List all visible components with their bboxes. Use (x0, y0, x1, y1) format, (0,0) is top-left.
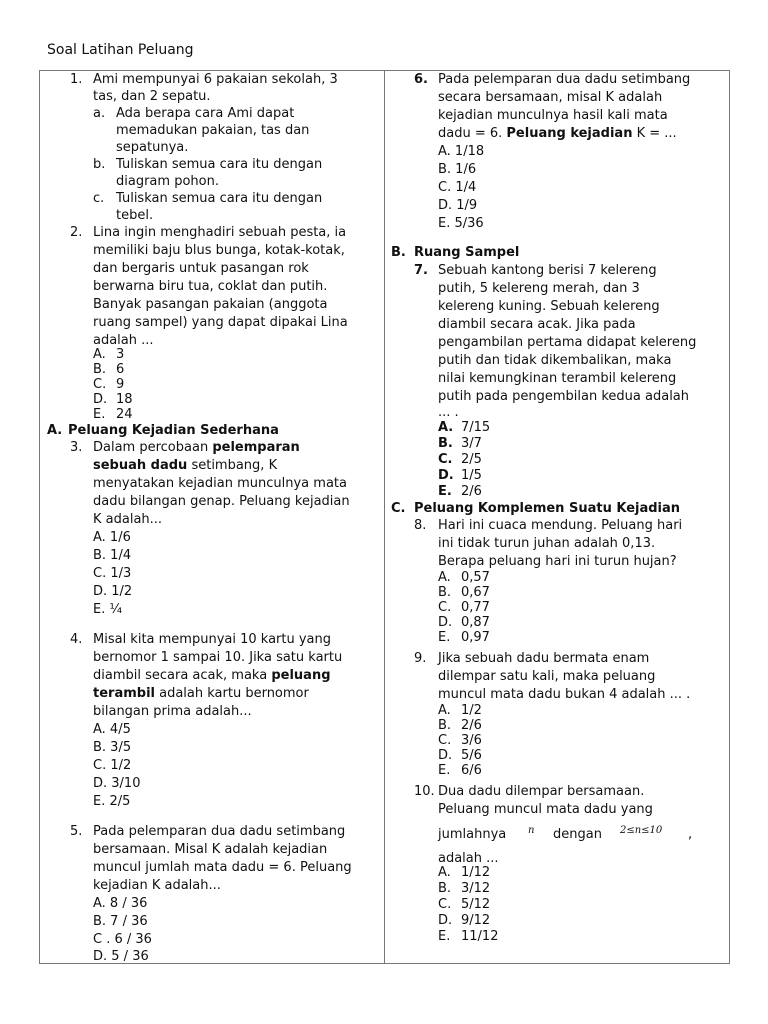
q3-option: B. 1/4 (93, 548, 132, 563)
section-a-letter: A. (47, 423, 63, 438)
q7-option-letter: B. (438, 436, 453, 451)
q7-text: putih pada pengembilan kedua adalah (438, 389, 690, 404)
column-divider (384, 70, 385, 964)
q2-option-letter: A. (93, 347, 106, 362)
q3-text-part: setimbang, K (187, 458, 278, 473)
q7-text: putih, 5 kelereng merah, dan 3 (438, 281, 640, 296)
q8-option-letter: B. (438, 585, 452, 600)
q2-option-letter: C. (93, 377, 107, 392)
q7-text: nilai kemungkinan terambil kelereng (438, 371, 677, 386)
q6-text: kejadian munculnya hasil kali mata (438, 108, 668, 123)
q3-text: menyatakan kejadian munculnya mata (93, 476, 347, 491)
q3-text: K adalah... (93, 512, 163, 527)
q6-text (438, 126, 677, 142)
q7-text: diambil secara acak. Jika pada (438, 317, 636, 332)
q3-option: E. ¼ (93, 602, 123, 617)
q10-option-value: 5/12 (461, 897, 491, 912)
q4-text: bernomor 1 sampai 10. Jika satu kartu (93, 650, 343, 665)
q2-number: 2. (70, 225, 83, 240)
q3-option: C. 1/3 (93, 566, 132, 581)
q9-option-value: 1/2 (461, 703, 482, 718)
q7-text: pengambilan pertama didapat kelereng (438, 335, 697, 350)
q7-option-letter: C. (438, 452, 453, 467)
q5-option: A. 8 / 36 (93, 896, 148, 911)
q8-text: Berapa peluang hari ini turun hujan? (438, 554, 677, 569)
q7-text: putih dan tidak dikembalikan, maka (438, 353, 672, 368)
q7-option-value: 7/15 (461, 420, 491, 435)
q8-option-value: 0,87 (461, 615, 490, 630)
q9-text: Jika sebuah dadu bermata enam (438, 651, 650, 666)
q4-option: C. 1/2 (93, 758, 132, 773)
q9-option-letter: C. (438, 733, 452, 748)
q9-option-letter: A. (438, 703, 451, 718)
q2-text: memiliki baju blus bunga, kotak-kotak, (93, 243, 345, 258)
q10-comma: , (688, 827, 693, 842)
q7-text: Sebuah kantong berisi 7 kelereng (438, 263, 657, 278)
q4-number: 4. (70, 632, 83, 647)
q10-text: dengan (553, 827, 602, 842)
q10-option-value: 11/12 (461, 929, 499, 944)
q1-sub-text: Tuliskan semua cara itu dengan (116, 191, 323, 206)
q4-text: Misal kita mempunyai 10 kartu yang (93, 632, 332, 647)
q4-option: E. 2/5 (93, 794, 131, 809)
q7-option-letter: E. (438, 484, 452, 499)
q6-text: secara bersamaan, misal K adalah (438, 90, 663, 105)
q5-text: bersamaan. Misal K adalah kejadian (93, 842, 328, 857)
q1-sub-text: Tuliskan semua cara itu dengan (116, 157, 323, 172)
q5-option: B. 7 / 36 (93, 914, 148, 929)
section-b-letter: B. (391, 245, 406, 260)
section-b-title: Ruang Sampel (414, 245, 520, 260)
q8-number: 8. (414, 518, 427, 533)
q9-option-letter: E. (438, 763, 451, 778)
q10-option-value: 1/12 (461, 865, 491, 880)
q4-text: bilangan prima adalah... (93, 704, 252, 719)
q6-option: D. 1/9 (438, 198, 478, 213)
q2-text: berwarna biru tua, coklat dan putih. (93, 279, 328, 294)
q3-text (93, 458, 277, 474)
q3-text: dadu bilangan genap. Peluang kejadian (93, 494, 350, 509)
q2-option-letter: B. (93, 362, 107, 377)
q5-text: Pada pelemparan dua dadu setimbang (93, 824, 346, 839)
q9-option-value: 3/6 (461, 733, 482, 748)
q4-option: A. 4/5 (93, 722, 131, 737)
q2-option-value: 6 (116, 362, 125, 377)
q6-option: E. 5/36 (438, 216, 484, 231)
q7-option-letter: D. (438, 468, 454, 483)
q2-option-letter: D. (93, 392, 108, 407)
q3-text (93, 440, 300, 456)
q8-text: ini tidak turun juhan adalah 0,13. (438, 536, 656, 551)
q2-option-value: 9 (116, 377, 125, 392)
q5-text: muncul jumlah mata dadu = 6. Peluang (93, 860, 352, 875)
q10-option-letter: C. (438, 897, 452, 912)
q3-option: A. 1/6 (93, 530, 131, 545)
q2-text: adalah ... (93, 333, 154, 348)
q10-option-letter: D. (438, 913, 453, 928)
q2-text: Lina ingin menghadiri sebuah pesta, ia (93, 225, 347, 240)
q4-option: B. 3/5 (93, 740, 132, 755)
q9-option-letter: D. (438, 748, 453, 763)
q10-condition: 2≤n≤10 (620, 825, 663, 836)
q7-option-value: 3/7 (461, 436, 482, 451)
q6-option: B. 1/6 (438, 162, 477, 177)
q6-text-part: dadu = 6. (438, 126, 507, 141)
q4-option: D. 3/10 (93, 776, 141, 791)
q3-option: D. 1/2 (93, 584, 133, 599)
section-c-title: Peluang Komplemen Suatu Kejadian (414, 501, 681, 516)
q9-option-value: 6/6 (461, 763, 482, 778)
q10-text: jumlahnya (438, 827, 507, 842)
q1-text: Ami mempunyai 6 pakaian sekolah, 3 (93, 72, 338, 87)
q7-option-letter: A. (438, 420, 454, 435)
q8-option-value: 0,77 (461, 600, 490, 615)
q8-option-value: 0,57 (461, 570, 490, 585)
q10-text: Peluang muncul mata dadu yang (438, 802, 653, 817)
q10-option-letter: A. (438, 865, 451, 880)
q9-text: muncul mata dadu bukan 4 adalah ... . (438, 687, 691, 702)
q7-option-value: 1/5 (461, 468, 482, 483)
q2-option-letter: E. (93, 407, 106, 422)
q1-number: 1. (70, 72, 83, 87)
q2-option-value: 24 (116, 407, 133, 422)
q9-option-letter: B. (438, 718, 452, 733)
q5-option: D. 5 / 36 (93, 949, 149, 964)
q4-text-part: adalah kartu bernomor (154, 686, 309, 701)
q8-option-letter: D. (438, 615, 453, 630)
q6-number: 6. (414, 72, 428, 87)
q1-sub-text: sepatunya. (116, 140, 189, 155)
q10-option-letter: B. (438, 881, 452, 896)
q1-sub-letter: a. (93, 106, 106, 121)
q10-option-value: 3/12 (461, 881, 491, 896)
q4-text-part: diambil secara acak, maka (93, 668, 272, 683)
q4-emphasis: peluang (271, 668, 331, 683)
q6-text-part: K = ... (632, 126, 677, 141)
q3-text-part: Dalam percobaan (93, 440, 213, 455)
q1-sub-text: diagram pohon. (116, 174, 219, 189)
q8-text: Hari ini cuaca mendung. Peluang hari (438, 518, 683, 533)
q4-text (93, 668, 331, 684)
q3-emphasis: sebuah dadu (93, 458, 188, 473)
q6-emphasis: Peluang kejadian (506, 126, 633, 141)
q10-number: 10. (414, 784, 435, 799)
q9-number: 9. (414, 651, 427, 666)
q10-text: Dua dadu dilempar bersamaan. (438, 784, 645, 799)
q10-text: adalah ... (438, 851, 499, 866)
q1-sub-text: Ada berapa cara Ami dapat (116, 106, 295, 121)
q5-text: kejadian K adalah... (93, 878, 221, 893)
q1-text: tas, dan 2 sepatu. (93, 89, 211, 104)
q5-option: C . 6 / 36 (93, 932, 152, 947)
page-title: Soal Latihan Peluang (47, 42, 194, 58)
q2-option-value: 18 (116, 392, 133, 407)
section-a-title: Peluang Kejadian Sederhana (68, 423, 279, 438)
q10-option-value: 9/12 (461, 913, 491, 928)
q9-option-value: 5/6 (461, 748, 482, 763)
q2-option-value: 3 (116, 347, 125, 362)
q1-sub-text: tebel. (116, 208, 154, 223)
q6-option: C. 1/4 (438, 180, 477, 195)
q9-option-value: 2/6 (461, 718, 482, 733)
q8-option-letter: C. (438, 600, 452, 615)
q2-text: dan bergaris untuk pasangan rok (93, 261, 309, 276)
q7-text: ... . (438, 405, 459, 420)
q2-text: Banyak pasangan pakaian (anggota (93, 297, 328, 312)
q3-emphasis: pelemparan (212, 440, 300, 455)
q7-text: kelereng kuning. Sebuah kelereng (438, 299, 660, 314)
q10-option-letter: E. (438, 929, 451, 944)
q7-number: 7. (414, 263, 428, 278)
q8-option-value: 0,97 (461, 630, 490, 645)
q9-text: dilempar satu kali, maka peluang (438, 669, 656, 684)
q2-text: ruang sampel) yang dapat dipakai Lina (93, 315, 348, 330)
q6-text: Pada pelemparan dua dadu setimbang (438, 72, 691, 87)
q8-option-letter: A. (438, 570, 451, 585)
q4-emphasis: terambil (93, 686, 155, 701)
q1-sub-text: memadukan pakaian, tas dan (116, 123, 310, 138)
section-c-letter: C. (391, 501, 406, 516)
q10-variable-n: n (528, 825, 535, 836)
q1-sub-letter: c. (93, 191, 105, 206)
q7-option-value: 2/5 (461, 452, 482, 467)
q8-option-letter: E. (438, 630, 451, 645)
q4-text (93, 686, 309, 702)
q1-sub-letter: b. (93, 157, 106, 172)
q6-option: A. 1/18 (438, 144, 485, 159)
q8-option-value: 0,67 (461, 585, 490, 600)
q5-number: 5. (70, 824, 83, 839)
q7-option-value: 2/6 (461, 484, 482, 499)
q3-number: 3. (70, 440, 83, 455)
